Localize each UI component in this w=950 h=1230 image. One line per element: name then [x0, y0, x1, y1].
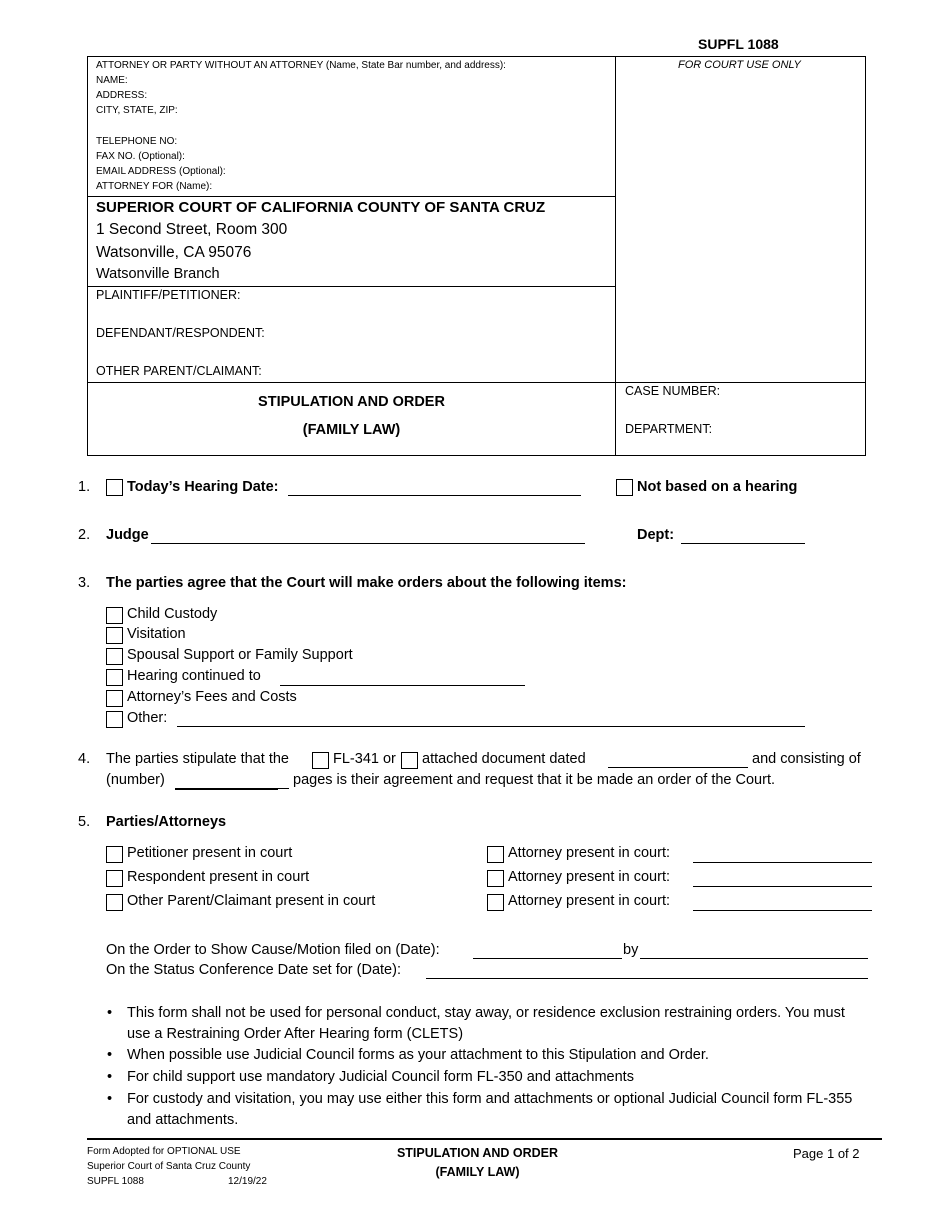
respondent-attorney-input[interactable]: [693, 886, 872, 887]
court-branch: Watsonville Branch: [96, 266, 220, 282]
judge-label: Judge: [106, 527, 149, 543]
form-title: STIPULATION AND ORDER: [258, 394, 445, 410]
visitation-label: Visitation: [127, 626, 186, 642]
claimant-attorney-label: Attorney present in court:: [508, 893, 670, 909]
fl341-checkbox[interactable]: [312, 752, 329, 769]
osc-label: On the Order to Show Cause/Motion filed on (Date):: [106, 942, 440, 958]
footer-divider: [87, 1138, 882, 1140]
page-number: Page 1 of 2: [793, 1146, 860, 1161]
notice-bullet: [107, 1003, 867, 1045]
page-count-input-tail: [278, 788, 289, 789]
fl341-label: FL-341 or: [333, 751, 396, 767]
other-parent-field[interactable]: OTHER PARENT/CLAIMANT:: [96, 364, 262, 378]
attorney-fees-label: Attorney’s Fees and Costs: [127, 689, 297, 705]
attorney-heading: ATTORNEY OR PARTY WITHOUT AN ATTORNEY (Name, State Bar number, and address):: [96, 60, 506, 71]
caption-divider: [88, 196, 615, 197]
support-checkbox[interactable]: [106, 648, 123, 665]
dept-label: Dept:: [637, 527, 675, 543]
case-number-field[interactable]: CASE NUMBER:: [625, 384, 721, 398]
not-hearing-label: Not based on a hearing: [637, 479, 798, 495]
claimant-attorney-checkbox[interactable]: [487, 894, 504, 911]
form-id: SUPFL 1088: [698, 36, 779, 52]
footer-date: 12/19/22: [228, 1176, 267, 1187]
support-label: Spousal Support or Family Support: [127, 647, 353, 663]
petitioner-attorney-label: Attorney present in court:: [508, 845, 670, 861]
email-field[interactable]: EMAIL ADDRESS (Optional):: [96, 166, 226, 177]
dept-input[interactable]: [681, 543, 805, 544]
document-date-input[interactable]: [608, 767, 748, 768]
pages-text: pages is their agreement and request that it be made an order of the Court.: [293, 772, 776, 788]
court-use-label: FOR COURT USE ONLY: [678, 59, 801, 71]
footer-adopted: Form Adopted for OPTIONAL USE: [87, 1146, 241, 1157]
notice-bullet: [107, 1067, 867, 1088]
hearing-date-label: Today’s Hearing Date:: [127, 479, 279, 495]
visitation-checkbox[interactable]: [106, 627, 123, 644]
caption-divider: [88, 382, 865, 383]
petitioner-attorney-input[interactable]: [693, 862, 872, 863]
court-name: SUPERIOR COURT OF CALIFORNIA COUNTY OF SANTA CRUZ: [96, 199, 546, 216]
child-custody-checkbox[interactable]: [106, 607, 123, 624]
respondent-checkbox[interactable]: [106, 870, 123, 887]
notice-text: When possible use Judicial Council forms as your attachment to this Stipulation and Order.: [127, 1047, 709, 1063]
item-number: 5.: [78, 814, 91, 830]
other-input[interactable]: [177, 726, 805, 727]
bullet-dot: •: [107, 1005, 113, 1021]
other-claimant-checkbox[interactable]: [106, 894, 123, 911]
child-custody-label: Child Custody: [127, 606, 218, 622]
footer-subtitle: (FAMILY LAW): [435, 1165, 520, 1179]
form-subtitle: (FAMILY LAW): [302, 422, 401, 438]
status-conference-input[interactable]: [426, 978, 868, 979]
judge-input[interactable]: [151, 543, 585, 544]
hearing-date-checkbox[interactable]: [106, 479, 123, 496]
notice-text: For custody and visitation, you may use either this form and attachments or optional Judicial Council form FL-355 and attachments.: [127, 1091, 853, 1128]
bullet-dot: •: [107, 1047, 113, 1063]
caption-box: [87, 56, 866, 456]
respondent-label: Respondent present in court: [127, 869, 310, 885]
defendant-field[interactable]: DEFENDANT/RESPONDENT:: [96, 326, 265, 340]
claimant-attorney-input[interactable]: [693, 910, 872, 911]
other-checkbox[interactable]: [106, 711, 123, 728]
notice-text: For child support use mandatory Judicial Council form FL-350 and attachments: [127, 1069, 634, 1085]
attorney-city-field[interactable]: CITY, STATE, ZIP:: [96, 105, 178, 116]
attached-document-label: attached document dated: [422, 751, 586, 767]
item-number: 4.: [78, 751, 91, 767]
stipulate-text: The parties stipulate that the: [106, 751, 289, 767]
consisting-text: and consisting of: [752, 751, 861, 767]
attorney-fees-checkbox[interactable]: [106, 690, 123, 707]
number-label: (number): [106, 772, 165, 788]
hearing-continued-input[interactable]: [280, 685, 525, 686]
footer-title: STIPULATION AND ORDER: [396, 1146, 559, 1160]
hearing-continued-checkbox[interactable]: [106, 669, 123, 686]
petitioner-label: Petitioner present in court: [127, 845, 293, 861]
plaintiff-field[interactable]: PLAINTIFF/PETITIONER:: [96, 288, 241, 302]
department-field[interactable]: DEPARTMENT:: [625, 422, 713, 436]
agree-heading: The parties agree that the Court will make orders about the following items:: [106, 575, 627, 591]
bullet-dot: •: [107, 1091, 113, 1107]
hearing-continued-label: Hearing continued to: [127, 668, 261, 684]
hearing-date-input[interactable]: [288, 495, 581, 496]
status-conference-label: On the Status Conference Date set for (Date):: [106, 962, 401, 978]
court-city: Watsonville, CA 95076: [96, 244, 252, 261]
osc-date-input[interactable]: [473, 958, 622, 959]
fax-field[interactable]: FAX NO. (Optional):: [96, 151, 185, 162]
attorney-for-field[interactable]: ATTORNEY FOR (Name):: [96, 181, 213, 192]
petitioner-attorney-checkbox[interactable]: [487, 846, 504, 863]
other-claimant-label: Other Parent/Claimant present in court: [127, 893, 376, 909]
item-number: 3.: [78, 575, 91, 591]
petitioner-checkbox[interactable]: [106, 846, 123, 863]
attorney-name-field[interactable]: NAME:: [96, 75, 128, 86]
telephone-field[interactable]: TELEPHONE NO:: [96, 136, 178, 147]
attached-document-checkbox[interactable]: [401, 752, 418, 769]
not-hearing-checkbox[interactable]: [616, 479, 633, 496]
bullet-dot: •: [107, 1069, 113, 1085]
attorney-address-field[interactable]: ADDRESS:: [96, 90, 148, 101]
osc-by-input[interactable]: [640, 958, 868, 959]
item-number: 2.: [78, 527, 91, 543]
parties-heading: Parties/Attorneys: [106, 814, 227, 830]
other-label: Other:: [127, 710, 168, 726]
respondent-attorney-checkbox[interactable]: [487, 870, 504, 887]
footer-form-id: SUPFL 1088: [87, 1176, 144, 1187]
page-count-input[interactable]: [175, 788, 278, 790]
notice-text: This form shall not be used for personal conduct, stay away, or residence exclusion restraining orders. You must use a Restraining Order After Hearing form (CLETS): [127, 1005, 845, 1042]
notice-bullet: [107, 1089, 867, 1131]
caption-divider-vertical: [615, 57, 616, 455]
court-street: 1 Second Street, Room 300: [96, 221, 288, 238]
by-label: by: [623, 942, 639, 958]
caption-divider: [88, 286, 615, 287]
respondent-attorney-label: Attorney present in court:: [508, 869, 670, 885]
footer-county: Superior Court of Santa Cruz County: [87, 1161, 251, 1172]
notice-bullet: [107, 1045, 867, 1066]
item-number: 1.: [78, 479, 91, 495]
